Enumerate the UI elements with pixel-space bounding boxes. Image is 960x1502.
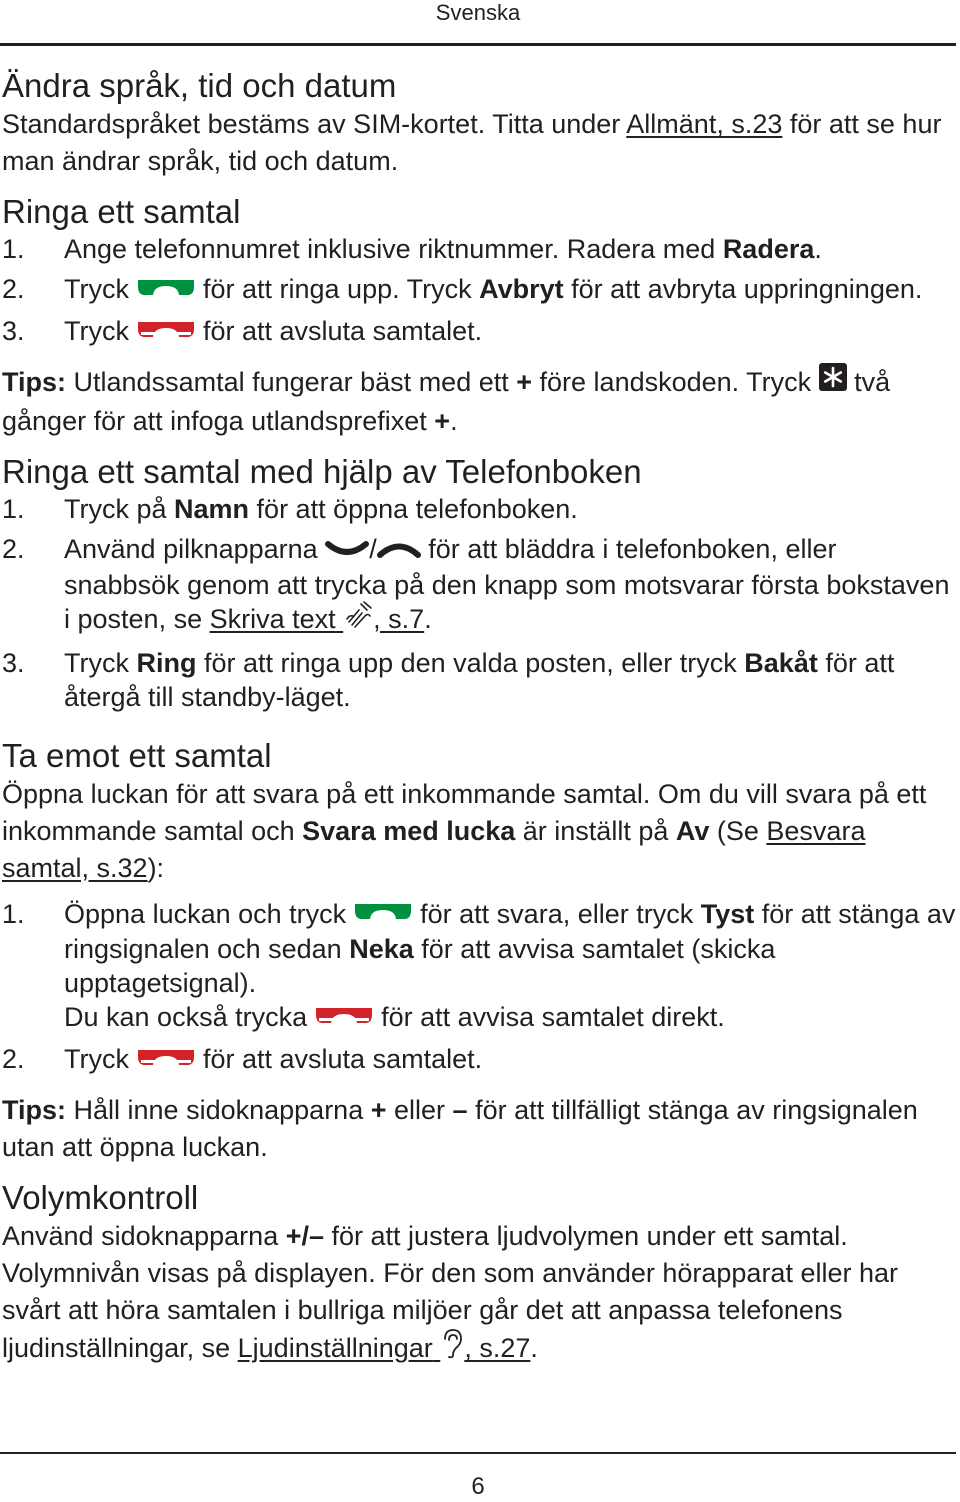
- heading-volume-control: Volymkontroll: [2, 1179, 199, 1217]
- footer-rule: [0, 1452, 956, 1454]
- paragraph-receive-call: Öppna luckan för att svara på ett inkommande samtal. Om du vill svara på ett inkommande samtal och Svara med lucka är inställt på Av (Se Besvara samtal, s.32):: [2, 778, 927, 883]
- link-ljudinstallningar[interactable]: Ljudinställningar , s.27: [238, 1333, 531, 1363]
- heading-phonebook-call: Ringa ett samtal med hjälp av Telefonboken: [2, 452, 642, 490]
- tips-international: Tips: Utlandssamtal fungerar bäst med ett + före landskoden. Tryck två gånger för att infoga utlandsprefixet +.: [2, 364, 957, 440]
- list-item: 2. Tryck för att ringa upp. Tryck Avbryt för att avbryta uppringningen.: [2, 272, 957, 308]
- call-key-icon: [135, 272, 197, 306]
- call-key-icon: [352, 896, 414, 930]
- receive-call-steps: [2, 897, 957, 1079]
- list-item: 1. Tryck på Namn för att öppna telefonboken.: [2, 493, 578, 524]
- link-besvara-samtal[interactable]: Besvara samtal, s.32: [2, 815, 866, 883]
- list-item: 2. Tryck för att avsluta samtalet.: [2, 1042, 957, 1078]
- end-call-key-icon: [313, 1000, 375, 1034]
- list-item: 3. Tryck Ring för att ringa upp den valda posten, eller tryck Bakåt för att återgå till standby-läget.: [2, 647, 895, 712]
- page-number: 6: [471, 1473, 485, 1500]
- phonebook-steps: [2, 492, 957, 714]
- page-footer: [0, 1452, 960, 1502]
- page-header: [0, 0, 960, 46]
- ear-icon: [440, 1327, 464, 1369]
- heading-receive-call: Ta emot ett samtal: [2, 736, 272, 774]
- end-call-key-icon: [135, 314, 197, 348]
- heading-language-time-date: Ändra språk, tid och datum: [2, 67, 397, 104]
- make-call-steps: [2, 232, 957, 350]
- link-allmant[interactable]: Allmänt, s.23: [626, 109, 783, 139]
- header-language: Svenska: [435, 0, 521, 25]
- paragraph-language-info: Standardspråket bestäms av SIM-kortet. Titta under Allmänt, s.23 för att se hur man ändrar språk, tid och datum.: [2, 109, 942, 176]
- star-key-icon: [819, 363, 847, 401]
- list-item: 1. Öppna luckan och tryck för att svara, eller tryck Tyst för att stänga av ringsignalen och sedan Neka för att avvisa samtalet (skicka upptagetsignal). Du kan också trycka för att avvisa samtalet direkt.: [2, 897, 957, 1037]
- list-item: 2. Använd pilknapparna / för att bläddra i telefonboken, eller snabbsök genom att trycka på den knapp som motsvarar första bokstaven i posten, se Skriva text , s.7.: [2, 532, 957, 640]
- heading-make-call: Ringa ett samtal: [2, 193, 241, 230]
- writing-hand-icon: [343, 600, 373, 638]
- list-item: 1. Ange telefonnumret inklusive riktnummer. Radera med Radera.: [2, 234, 822, 264]
- list-item: 3. Tryck för att avsluta samtalet.: [2, 314, 957, 350]
- paragraph-volume: Använd sidoknapparna +/– för att justera ljudvolymen under ett samtal. Volymnivån visas på displayen. För den som använder hörapparat eller har svårt att höra samtalen i bullriga miljöer går det att anpassa telefonens ljudinställningar, se Ljudinställningar , s.27.: [2, 1218, 957, 1371]
- page-content: [2, 66, 957, 1371]
- tips-ringtone: Tips: Håll inne sidoknapparna + eller – för att tillfälligt stänga av ringsignalen utan att öppna luckan.: [2, 1095, 918, 1163]
- link-skriva-text[interactable]: Skriva text , s.7: [210, 604, 425, 634]
- end-call-key-icon: [135, 1042, 197, 1076]
- arrow-down-key-icon: [325, 532, 369, 566]
- arrow-up-key-icon: [377, 532, 421, 566]
- header-rule: [0, 43, 956, 46]
